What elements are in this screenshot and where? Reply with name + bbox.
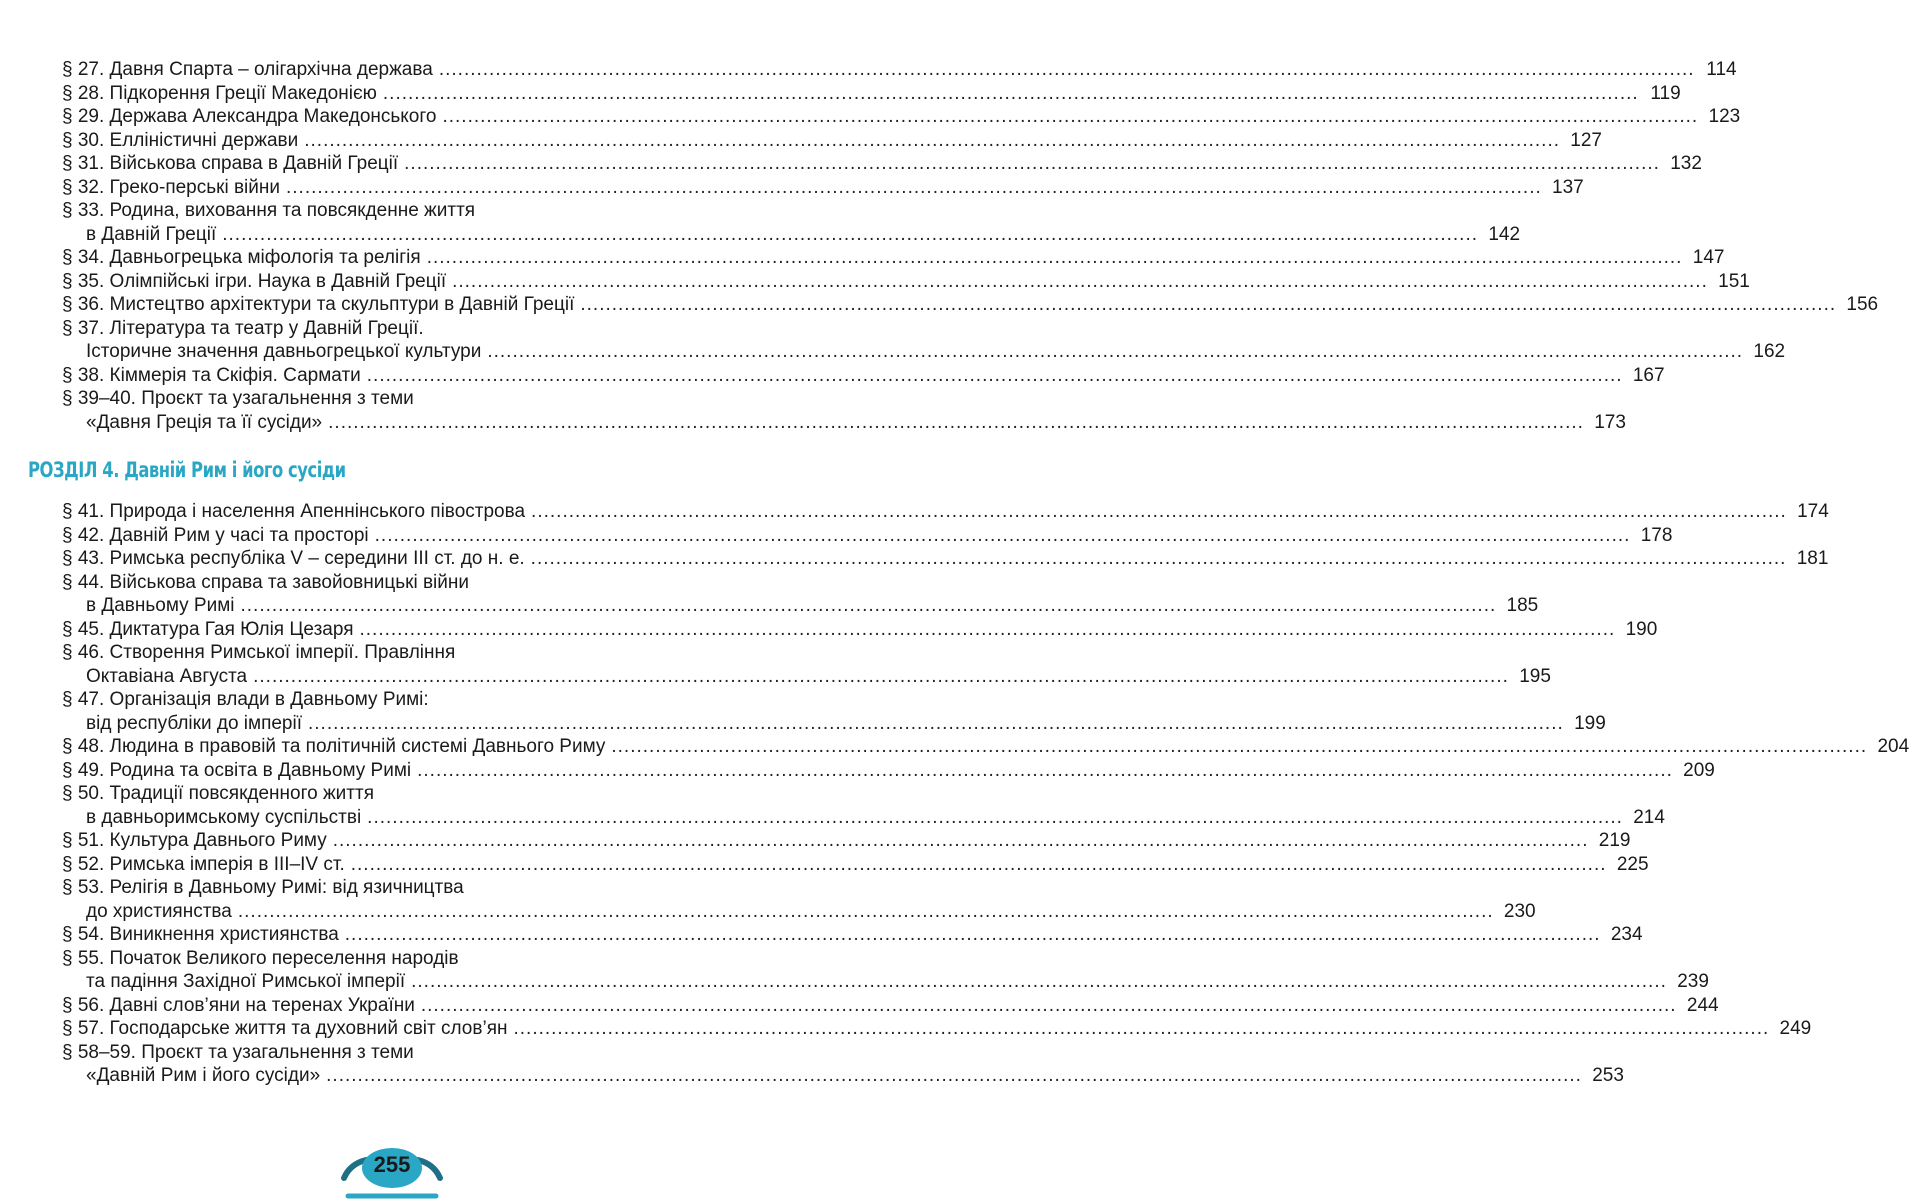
toc-entry	[62, 524, 1673, 548]
toc-entry-page: 114	[1706, 59, 1737, 80]
toc-entry-title-line: § 30. Елліністичні держави	[62, 129, 299, 151]
toc-entry-title-line: § 43. Римська республіка V – середини III ст. до н. е.	[62, 548, 525, 569]
toc-entry-row	[62, 411, 1626, 435]
toc-entry-row	[62, 806, 1665, 830]
toc-entry-row	[62, 129, 1602, 153]
toc-entry-page: 199	[1574, 712, 1606, 734]
toc-entry	[62, 105, 1741, 129]
toc-entry-page: 123	[1708, 106, 1741, 127]
dot-leader: ........................................................................................................................................................................................................	[285, 176, 1542, 198]
toc-entry-page: 195	[1519, 665, 1551, 687]
toc-entry	[62, 293, 1879, 317]
dot-leader: ........................................................................................................................................................................................................	[366, 364, 1623, 386]
dot-leader: ........................................................................................................................................................................................................	[487, 341, 1744, 362]
toc-entry-title-line: Історичне значення давньогрецької культури	[86, 341, 482, 362]
dot-leader: ........................................................................................................................................................................................................	[411, 971, 1667, 992]
toc-entry-row	[62, 270, 1750, 294]
toc-entry	[62, 364, 1665, 388]
toc-entry	[62, 317, 1786, 364]
dot-leader: ........................................................................................................................................................................................................	[382, 82, 1639, 104]
toc-entry-title-line: в Давній Греції	[86, 223, 217, 245]
toc-entry-page: 239	[1677, 971, 1709, 992]
toc-entry-title-line: § 52. Римська імперія в III–IV ст.	[62, 853, 345, 875]
toc-entry-title-line: § 41. Природа і населення Апеннінського півострова	[62, 501, 526, 522]
toc-entry-page: 225	[1616, 853, 1649, 875]
page-number: 255	[373, 1152, 411, 1177]
toc-entry-page: 137	[1552, 176, 1584, 198]
toc-entry-row	[62, 364, 1665, 388]
toc-entry-row	[62, 176, 1584, 200]
toc-entry-page: 219	[1598, 830, 1631, 851]
toc-entry-page: 151	[1718, 270, 1750, 292]
toc-entry-page: 174	[1797, 501, 1829, 522]
toc-entry	[62, 571, 1539, 618]
dot-leader: ........................................................................................................................................................................................................	[442, 106, 1699, 127]
toc-entry-page: 249	[1779, 1018, 1812, 1039]
toc-entry-row	[62, 524, 1673, 548]
toc-entry-page: 185	[1506, 595, 1539, 616]
dot-leader: ........................................................................................................................................................................................................	[530, 548, 1787, 569]
toc-entry-title-line: § 44. Військова справа та завойовницькі війни	[62, 571, 469, 593]
toc-entry-page: 156	[1846, 294, 1879, 315]
toc-entry	[62, 152, 1702, 176]
dot-leader: ........................................................................................................................................................................................................	[531, 501, 1787, 522]
dot-leader: ........................................................................................................................................................................................................	[438, 59, 1695, 80]
dot-leader: ........................................................................................................................................................................................................	[328, 411, 1584, 433]
toc-entry	[62, 947, 1709, 994]
toc-entry-title-line: § 36. Мистецтво архітектури та скульптури в Давній Греції	[62, 294, 575, 315]
toc-entry-row	[62, 900, 1536, 924]
toc-entry-title-line: в Давньому Римі	[86, 595, 235, 616]
toc-entry	[62, 688, 1606, 735]
toc-entry-row	[62, 223, 1521, 247]
dot-leader: ........................................................................................................................................................................................................	[326, 1065, 1582, 1086]
dot-leader: ........................................................................................................................................................................................................	[611, 736, 1868, 757]
section-heading: РОЗДІЛ 4. Давній Рим і його сусіди	[28, 458, 346, 482]
toc-entry	[62, 500, 1829, 524]
dot-leader: ........................................................................................................................................................................................................	[332, 830, 1589, 851]
toc-entry-row	[62, 735, 1909, 759]
toc-entry-row	[62, 665, 1551, 689]
toc-entry-title-line: § 39–40. Проєкт та узагальнення з теми	[62, 388, 414, 409]
toc-entry	[62, 58, 1737, 82]
toc-entry-title-line: § 29. Держава Александра Македонського	[62, 106, 437, 127]
toc-entry-title-line: § 28. Підкорення Греції Македонією	[62, 82, 377, 104]
toc-entry	[62, 199, 1521, 246]
toc-entry-row	[62, 618, 1658, 642]
toc-entry-page: 234	[1610, 924, 1643, 945]
toc-entry-page: 244	[1686, 994, 1719, 1016]
toc-entry-row	[62, 105, 1741, 129]
toc-entry-title-line: § 49. Родина та освіта в Давньому Римі	[62, 759, 412, 781]
dot-leader: ........................................................................................................................................................................................................	[222, 223, 1479, 245]
toc-entry-row	[62, 547, 1829, 571]
toc-entry-title-line: «Давній Рим і його сусіди»	[86, 1065, 321, 1086]
toc-entry-page: 190	[1625, 618, 1658, 640]
toc-entry-page: 253	[1592, 1065, 1624, 1086]
toc-entry-row	[62, 594, 1539, 618]
toc-entry-title-line: § 57. Господарське життя та духовний світ слов’ян	[62, 1018, 508, 1039]
toc-entry	[62, 876, 1536, 923]
toc-entry	[62, 923, 1643, 947]
toc-entry-title-line: до християнства	[86, 900, 232, 922]
toc-entry-title-line: та падіння Західної Римської імперії	[86, 971, 406, 992]
toc-entry-page: 204	[1877, 736, 1909, 757]
dot-leader: ........................................................................................................................................................................................................	[304, 129, 1560, 151]
dot-leader: ........................................................................................................................................................................................................	[426, 247, 1683, 268]
toc-entry-title-line: § 47. Організація влади в Давньому Римі:	[62, 689, 429, 710]
toc-entry	[62, 994, 1719, 1018]
toc-entry-title-line: в давньоримському суспільстві	[86, 806, 362, 828]
toc-entry	[62, 641, 1551, 688]
toc-entry	[62, 270, 1750, 294]
toc-entry-row	[62, 82, 1681, 106]
toc-entry	[62, 618, 1658, 642]
toc-entry	[62, 129, 1602, 153]
dot-leader: ........................................................................................................................................................................................................	[420, 994, 1677, 1016]
toc-entry-row	[62, 970, 1709, 994]
toc-entry-title-line: § 55. Початок Великого переселення народів	[62, 947, 459, 969]
toc-entry-page: 214	[1633, 806, 1665, 828]
toc-entry-page: 142	[1488, 223, 1521, 245]
toc-entry-title-line: § 32. Греко-перські війни	[62, 176, 280, 198]
dot-leader: ........................................................................................................................................................................................................	[513, 1018, 1770, 1039]
toc-entry-row	[62, 340, 1786, 364]
toc-entry	[62, 1017, 1812, 1041]
dot-leader: ........................................................................................................................................................................................................	[240, 595, 1497, 616]
toc-entry-title-line: § 31. Військова справа в Давній Греції	[62, 153, 399, 174]
toc-entry-title-line: § 33. Родина, виховання та повсякденне життя	[62, 200, 476, 221]
toc-entry-title-line: § 35. Олімпійські ігри. Наука в Давній Греції	[62, 270, 447, 292]
toc-entry-title-line: § 37. Література та театр у Давній Греції.	[62, 317, 424, 339]
toc-entry	[62, 246, 1725, 270]
toc-entry-row	[62, 500, 1829, 524]
toc-entry-page: 230	[1503, 900, 1536, 922]
toc-entry	[62, 829, 1631, 853]
toc-entry-title-line: § 46. Створення Римської імперії. Правління	[62, 642, 456, 663]
toc-entry	[62, 853, 1649, 877]
dot-leader: ........................................................................................................................................................................................................	[344, 924, 1601, 945]
dot-leader: ........................................................................................................................................................................................................	[367, 806, 1623, 828]
dot-leader: ........................................................................................................................................................................................................	[359, 618, 1616, 640]
toc-entry-row	[62, 152, 1702, 176]
dot-leader: ........................................................................................................................................................................................................	[237, 900, 1494, 922]
toc-entry	[62, 1041, 1624, 1088]
toc-entry-title-line: § 42. Давній Рим у часі та просторі	[62, 524, 369, 546]
toc-entry-title-line: § 27. Давня Спарта – олігархічна держава	[62, 59, 433, 80]
toc-entry-title-line: § 50. Традиції повсякденного життя	[62, 783, 374, 804]
toc-entry-row	[62, 246, 1725, 270]
toc-entry-title-line: § 34. Давньогрецька міфологія та релігія	[62, 247, 421, 268]
toc-entry	[62, 547, 1829, 571]
toc-entry-row	[62, 1017, 1812, 1041]
toc-entry-row	[62, 853, 1649, 877]
dot-leader: ........................................................................................................................................................................................................	[417, 759, 1673, 781]
toc-entry-page: 119	[1650, 82, 1681, 104]
toc-entry-row	[62, 923, 1643, 947]
toc-entry-row	[62, 293, 1879, 317]
toc-entry-page: 178	[1640, 524, 1673, 546]
toc-entry-row	[62, 759, 1715, 783]
toc-entry	[62, 759, 1715, 783]
toc-entry-title-line: § 53. Релігія в Давньому Римі: від язичництва	[62, 877, 464, 898]
toc-entry-page: 209	[1683, 759, 1715, 781]
dot-leader: ........................................................................................................................................................................................................	[253, 665, 1509, 687]
toc-entry-page: 181	[1796, 548, 1829, 569]
dot-leader: ........................................................................................................................................................................................................	[404, 153, 1660, 174]
toc-entry-title-line: § 45. Диктатура Гая Юлія Цезаря	[62, 618, 354, 640]
dot-leader: ........................................................................................................................................................................................................	[308, 712, 1564, 734]
toc-entry	[62, 82, 1681, 106]
dot-leader: ........................................................................................................................................................................................................	[452, 270, 1708, 292]
toc-entry-title-line: Октавіана Августа	[86, 665, 248, 687]
toc-entry-title-line: § 56. Давні слов’яни на теренах України	[62, 994, 415, 1016]
toc-entry-row	[62, 1064, 1624, 1088]
toc-entry-title-line: § 38. Кіммерія та Скіфія. Сармати	[62, 364, 361, 386]
toc-entry-title-line: «Давня Греція та її сусіди»	[86, 411, 323, 433]
toc-entry-row	[62, 58, 1737, 82]
toc-entry-title-line: § 54. Виникнення християнства	[62, 924, 339, 945]
dot-leader: ........................................................................................................................................................................................................	[374, 524, 1631, 546]
toc-entry	[62, 176, 1584, 200]
toc-entry-page: 173	[1594, 411, 1626, 433]
toc-entry-row	[62, 994, 1719, 1018]
toc-entry	[62, 735, 1909, 759]
toc-entry	[62, 782, 1665, 829]
toc-entry-page: 167	[1632, 364, 1665, 386]
dot-leader: ........................................................................................................................................................................................................	[350, 853, 1607, 875]
toc-entry-title-line: § 51. Культура Давнього Риму	[62, 830, 327, 851]
toc-entry-page: 162	[1753, 341, 1786, 362]
page-footer	[330, 1138, 454, 1200]
toc-entry-page: 127	[1570, 129, 1602, 151]
toc-entry-title-line: § 48. Людина в правовій та політичній системі Давнього Риму	[62, 736, 606, 757]
toc-entry-title-line: від республіки до імперії	[86, 712, 302, 734]
toc-entry-page: 132	[1670, 153, 1702, 174]
toc-entry-row	[62, 712, 1606, 736]
dot-leader: ........................................................................................................................................................................................................	[580, 294, 1837, 315]
toc-entry-row	[62, 829, 1631, 853]
toc-entry	[62, 387, 1626, 434]
toc-entry-page: 147	[1692, 247, 1725, 268]
toc-entry-title-line: § 58–59. Проєкт та узагальнення з теми	[62, 1041, 414, 1063]
